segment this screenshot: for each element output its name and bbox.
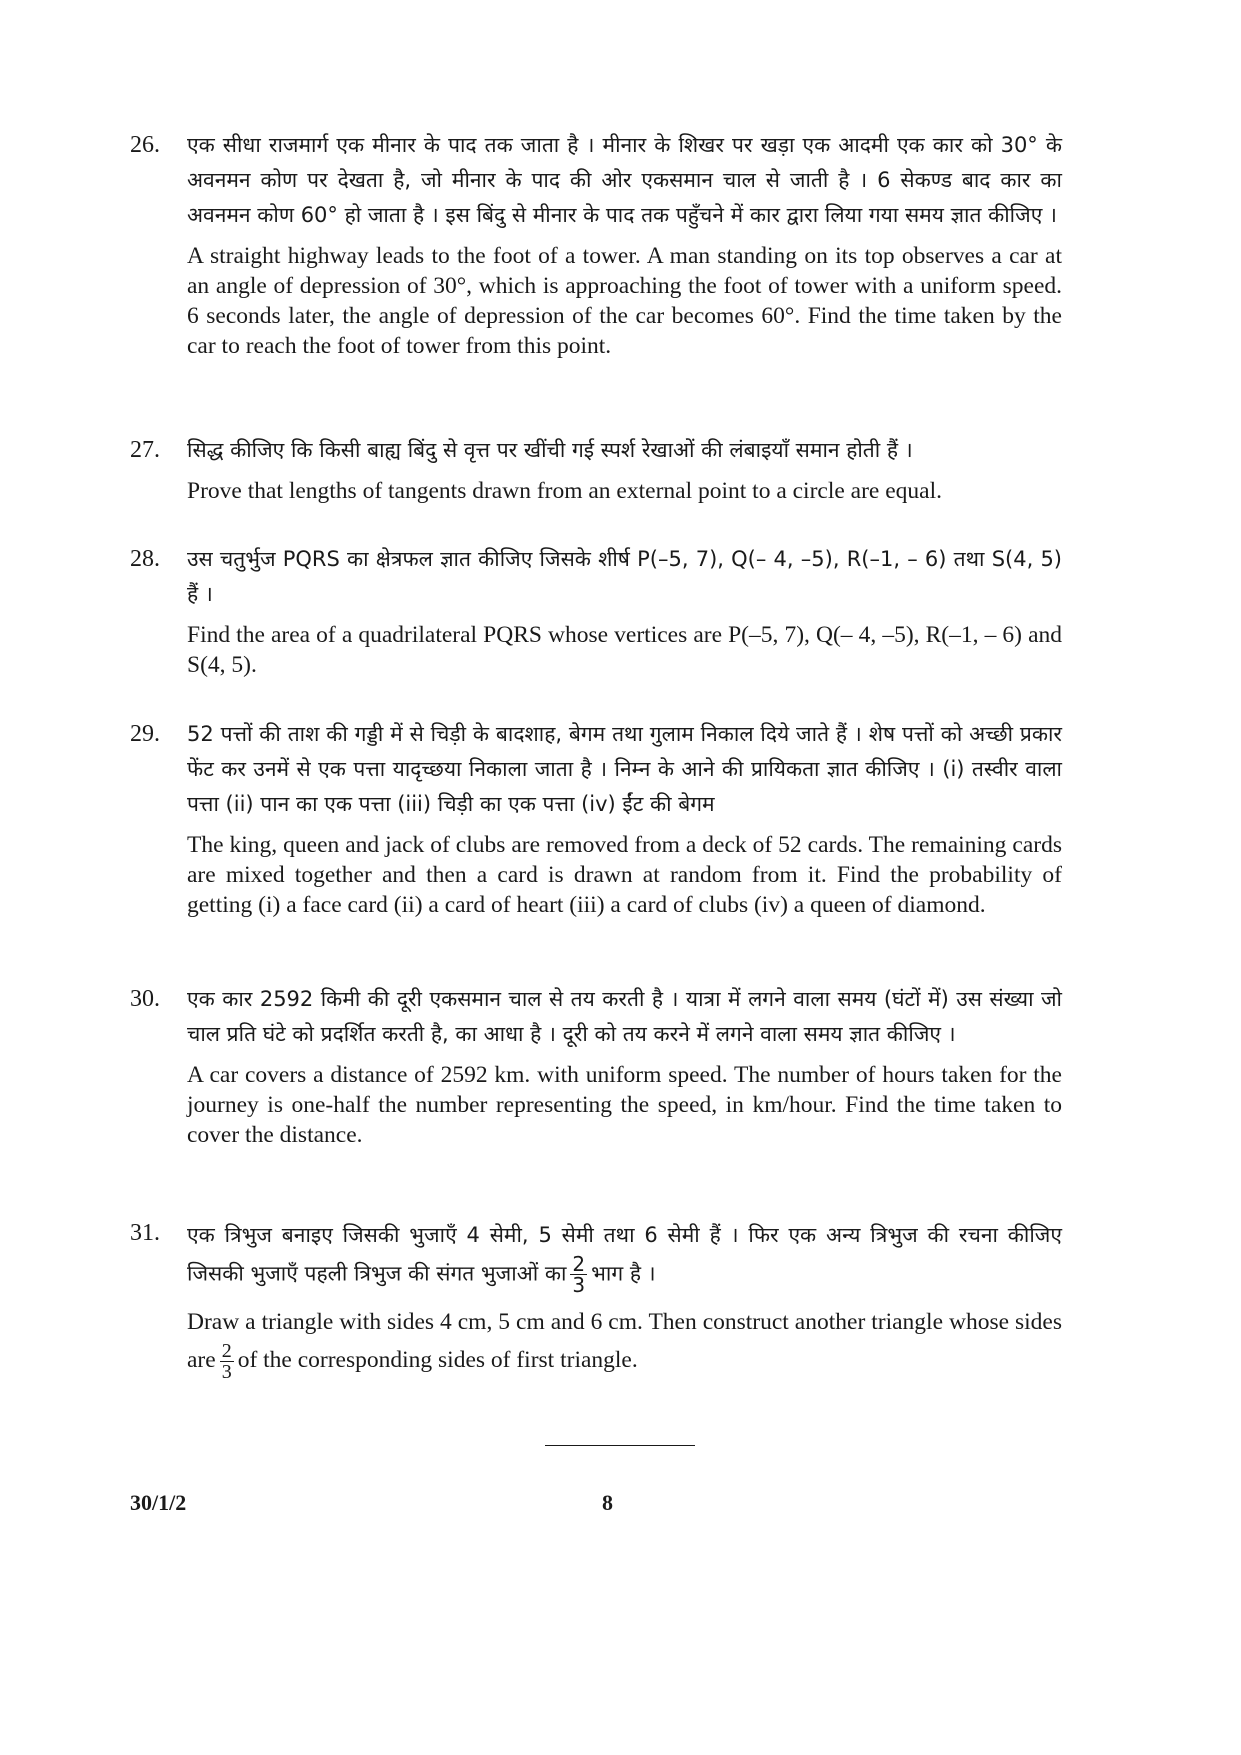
question-number: 29. bbox=[130, 721, 160, 747]
fraction-numerator: 2 bbox=[572, 1252, 586, 1276]
question-number: 28. bbox=[130, 546, 160, 572]
question-text-english: A straight highway leads to the foot of a tower. A man standing on its top observes a car at an angle of depression of 30°, which is approaching the foot of tower with a uniform speed. 6 seconds later, the angle of depression of the car becomes 60°. Find the time taken by the car to reach the foot of tower from this point. bbox=[187, 243, 1062, 359]
fraction-denominator: 3 bbox=[572, 1273, 586, 1297]
question-text-hindi: 52 पत्तों की ताश की गड्डी में से चिड़ी के बादशाह, बेगम तथा गुलाम निकाल दिये जाते हैं । शेष पत्तों को अच्छी प्रकार फेंट कर उनमें से एक पत्ता यादृच्छया निकाला जाता है । निम्न के आने की प्रायिकता ज्ञात कीजिए । (i) तस्वीर वाला पत्ता (ii) पान का एक पत्ता (iii) चिड़ी का एक पत्ता (iv) ईंट की बेगम bbox=[187, 722, 1062, 816]
question-body bbox=[187, 982, 1062, 1150]
question-body bbox=[187, 1216, 1062, 1382]
fraction-two-thirds bbox=[220, 1341, 234, 1382]
question-text-hindi: एक सीधा राजमार्ग एक मीनार के पाद तक जाता है । मीनार के शिखर पर खड़ा एक आदमी एक कार को 30° के अवनमन कोण पर देखता है, जो मीनार के पाद की ओर एकसमान चाल से जाती है । 6 सेकण्ड बाद कार का अवनमन कोण 60° हो जाता है । इस बिंदु से मीनार के पाद तक पहुँचने में कार द्वारा लिया गया समय ज्ञात कीजिए । bbox=[187, 133, 1062, 227]
question-number: 31. bbox=[130, 1220, 160, 1246]
fraction-two-thirds bbox=[570, 1254, 587, 1295]
question-body bbox=[187, 433, 1062, 506]
fraction-numerator: 2 bbox=[221, 1340, 232, 1363]
hindi-text-after-fraction: भाग है । bbox=[591, 1261, 656, 1286]
question-text-english: A car covers a distance of 2592 km. with uniform speed. The number of hours taken for the journey is one-half the number representing the speed, in km/hour. Find the time taken to cover the distance. bbox=[187, 1062, 1062, 1148]
end-of-paper-rule bbox=[545, 1445, 695, 1446]
fraction-denominator: 3 bbox=[221, 1361, 232, 1384]
question-body bbox=[187, 542, 1062, 680]
hindi-text-before-fraction: एक त्रिभुज बनाइए जिसकी भुजाएँ 4 सेमी, 5 सेमी तथा 6 सेमी हैं । फिर एक अन्य त्रिभुज की रचना कीजिए जिसकी भुजाएँ पहली त्रिभुज की संगत भुजाओं का bbox=[187, 1223, 1062, 1286]
question-text-english: Prove that lengths of tangents drawn from an external point to a circle are equal. bbox=[187, 478, 942, 504]
question-text-english bbox=[187, 1303, 1062, 1382]
question-body bbox=[187, 717, 1062, 920]
english-text-after-fraction: of the corresponding sides of first triangle. bbox=[237, 1347, 638, 1373]
question-number: 30. bbox=[130, 986, 160, 1012]
page-number: 8 bbox=[602, 1490, 613, 1515]
question-text-hindi: उस चतुर्भुज PQRS का क्षेत्रफल ज्ञात कीजिए जिसके शीर्ष P(–5, 7), Q(– 4, –5), R(–1, – 6) तथा S(4, 5) हैं । bbox=[187, 547, 1062, 606]
question-text-english: Find the area of a quadrilateral PQRS whose vertices are P(–5, 7), Q(– 4, –5), R(–1, – 6) and S(4, 5). bbox=[187, 622, 1062, 678]
question-text-english: The king, queen and jack of clubs are removed from a deck of 52 cards. The remaining cards are mixed together and then a card is drawn at random from it. Find the probability of getting (i) a face card (ii) a card of heart (iii) a card of clubs (iv) a queen of diamond. bbox=[187, 832, 1062, 918]
question-number: 26. bbox=[130, 132, 160, 158]
question-body bbox=[187, 128, 1062, 361]
paper-code: 30/1/2 bbox=[130, 1490, 187, 1515]
question-text-hindi: एक कार 2592 किमी की दूरी एकसमान चाल से तय करती है । यात्रा में लगने वाला समय (घंटों में) उस संख्या जो चाल प्रति घंटे को प्रदर्शित करती है, का आधा है । दूरी को तय करने में लगने वाला समय ज्ञात कीजिए । bbox=[187, 987, 1062, 1046]
question-text-hindi: सिद्ध कीजिए कि किसी बाह्य बिंदु से वृत्त पर खींची गई स्पर्श रेखाओं की लंबाइयाँ समान होती हैं । bbox=[187, 438, 913, 462]
question-number: 27. bbox=[130, 437, 160, 463]
english-text-before-fraction: Draw a triangle with sides 4 cm, 5 cm and 6 cm. Then construct another triangle whose sides are bbox=[187, 1309, 1062, 1373]
question-text-hindi bbox=[187, 1216, 1062, 1295]
